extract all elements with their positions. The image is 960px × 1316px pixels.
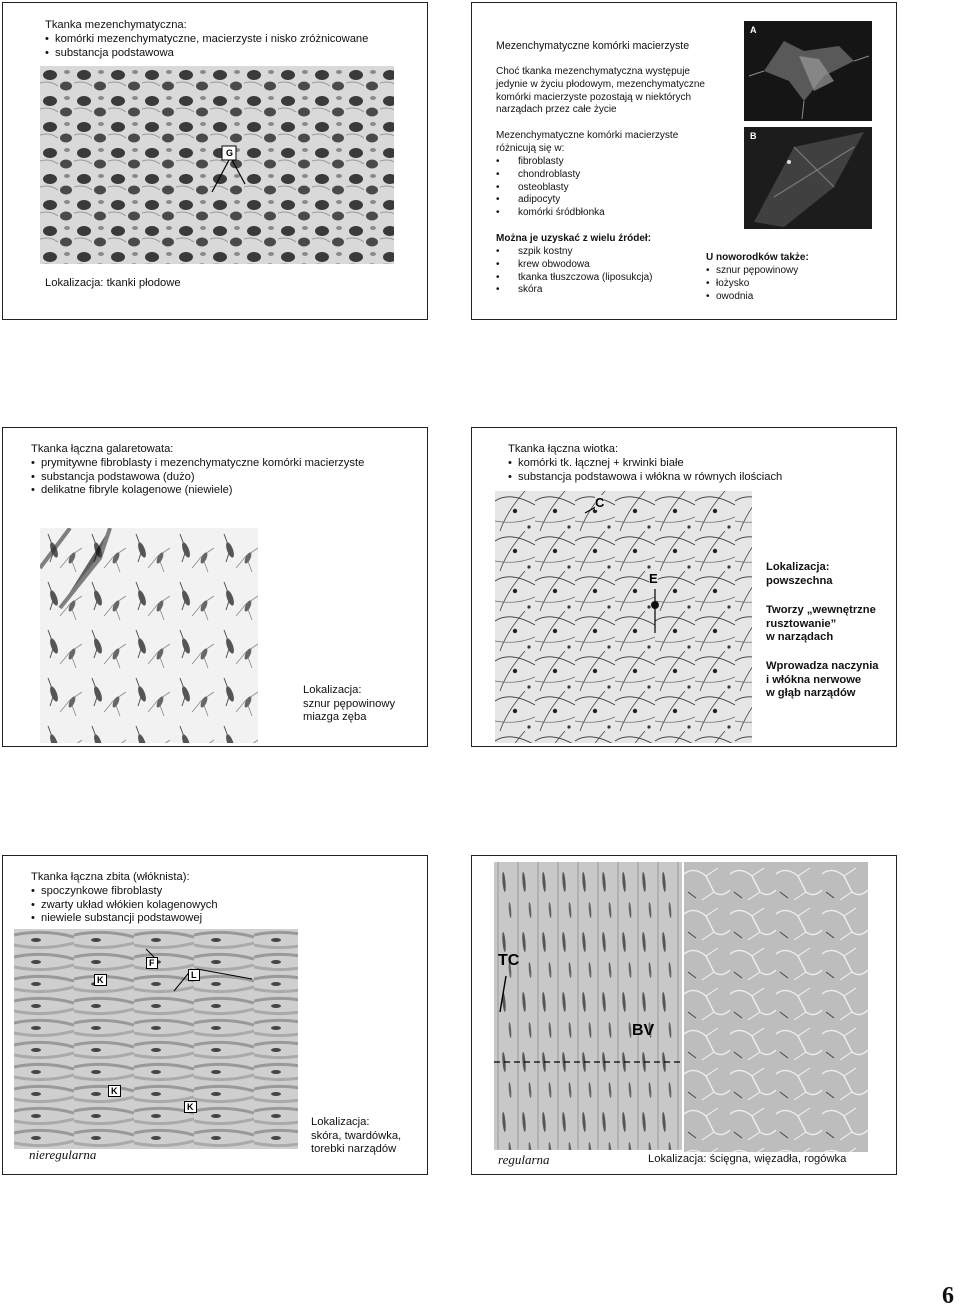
note-line: Tworzy „wewnętrzne [766,604,876,616]
location-line: Lokalizacja: [311,1116,370,1128]
slide5-title: Tkanka łączna zbita (włóknista): [31,871,190,883]
slide2-title: Mezenchymatyczne komórki macierzyste [496,40,690,52]
caption-irregular: nieregularna [29,1147,97,1162]
newborn-item: • owodnia [706,291,798,304]
dense-irregular-micrograph [14,929,298,1149]
slide3-location [303,684,395,725]
slide5-bullet: • zwarty układ włókien kolagenowych [31,899,218,913]
slide1-bullet: • komórki mezenchymatyczne, macierzyste i nisko zróżnicowane [45,33,368,47]
micrograph-label: G [226,148,234,158]
location-line: torebki narządów [311,1143,397,1156]
note-line: w narządach [766,631,834,644]
slide5-location [311,1116,401,1157]
label-f: F [146,957,158,969]
label-k: K [184,1101,197,1113]
slide4-bullet: • komórki tk. łącznej + krwinki białe [508,457,782,471]
intro-line: narządach przez całe życie [496,104,617,116]
location-line: sznur pępowinowy [303,697,396,710]
source-item: • krew obwodowa [496,259,653,272]
slide5-bullet: • niewiele substancji podstawowej [31,912,218,926]
note-line: Wprowadza naczynia [766,660,879,672]
slide3-title: Tkanka łączna galaretowata: [31,443,174,455]
source-item: • szpik kostny [496,246,653,259]
intro-line: jedynie w życiu płodowym, mezenchymatyczne [496,78,705,90]
label-k: K [94,974,107,986]
slide1-bullet: • substancja podstawowa [45,47,368,61]
label-e: E [649,571,658,586]
slide1-bullets [45,33,368,60]
diff-item: • chondroblasty [496,169,605,182]
label-bv: BV [632,1022,655,1039]
stem-cell-panel-b [744,127,872,229]
slide3-bullet: • substancja podstawowa (dużo) [31,471,364,485]
cornea-micrograph [684,862,868,1152]
diff-item: • fibroblasty [496,156,605,169]
slide4-location [766,561,833,588]
note-line: i włókna nerwowe [766,673,862,686]
caption-regular: regularna [498,1152,550,1167]
slide3-bullet: • prymitywne fibroblasty i mezenchymatyczne komórki macierzyste [31,457,364,471]
slide3-bullet: • delikatne fibryle kolagenowe (niewiele) [31,484,364,498]
slide-loose-tissue [471,427,897,747]
slide3-bullets [31,457,364,498]
differentiation-list [496,156,605,220]
label-k: K [108,1085,121,1097]
location-line: miazga zęba [303,711,367,724]
intro-line: komórki macierzyste pozostają w niektórych [496,91,692,103]
gelatinous-micrograph [40,528,258,743]
diff-item: • osteoblasty [496,182,605,195]
location-line: skóra, twardówka, [311,1129,402,1142]
stem-cell-panel-a [744,21,872,121]
slide4-note-vessels [766,660,879,701]
slide4-bullets [508,457,782,484]
note-line: rusztowanie” [766,617,837,630]
slide-dense-regular [471,855,897,1175]
differentiation-heading [496,130,678,156]
diff-item: • komórki śródbłonka [496,207,605,220]
diff-item: • adipocyty [496,194,605,207]
newborn-item: • łożysko [706,278,798,291]
slide-gelatinous-tissue [2,427,428,747]
slide1-location: Lokalizacja: tkanki płodowe [45,277,181,289]
page-number: 6 [942,1283,954,1309]
newborn-list [706,265,798,303]
slide-dense-irregular [2,855,428,1175]
tendon-micrograph [494,862,682,1150]
location-line: powszechna [766,574,833,587]
loose-tissue-micrograph [495,491,752,743]
source-item: • tkanka tłuszczowa (liposukcja) [496,272,653,285]
source-item: • skóra [496,284,653,297]
intro-line: Choć tkanka mezenchymatyczna występuje [496,66,690,77]
panel-a-label: A [750,25,757,35]
mesenchymal-micrograph [40,66,394,264]
label-tc: TC [498,952,520,969]
slide-mesenchymal-tissue [2,2,428,320]
location-line: Lokalizacja: [303,684,362,696]
label-c: C [595,495,605,510]
slide4-note-scaffold [766,604,876,645]
slide5-bullet: • spoczynkowe fibroblasty [31,885,218,899]
panel-b-label: B [750,131,757,141]
slide4-bullet: • substancja podstawowa i włókna w równych ilościach [508,471,782,485]
sources-list [496,246,653,297]
slide2-intro [496,66,705,117]
slide-mesenchymal-stem-cells [471,2,897,320]
location-line: Lokalizacja: [766,561,830,573]
slide4-title: Tkanka łączna wiotka: [508,443,619,455]
slide6-location: Lokalizacja: ścięgna, więzadła, rogówka [648,1153,847,1165]
newborn-item: • sznur pępowinowy [706,265,798,278]
note-line: w głąb narządów [766,687,856,700]
slide1-title: Tkanka mezenchymatyczna: [45,19,187,31]
newborn-heading: U noworodków także: [706,252,809,263]
diff-heading-line: różnicują się w: [496,142,565,154]
label-l: L [188,969,200,981]
slide5-bullets [31,885,218,926]
diff-heading-line: Mezenchymatyczne komórki macierzyste [496,130,679,141]
sources-heading: Można je uzyskać z wielu źródeł: [496,233,652,244]
